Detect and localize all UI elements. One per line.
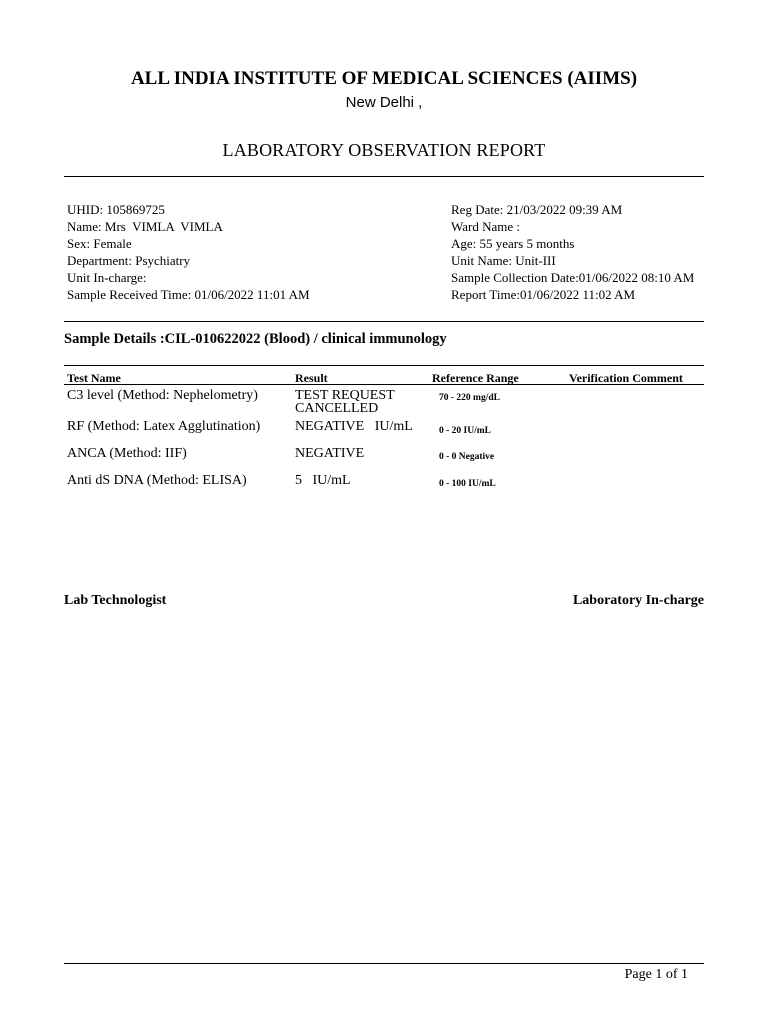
institute-location: New Delhi , — [345, 94, 423, 111]
report-time: Report Time:01/06/2022 11:02 AM — [451, 287, 636, 302]
age: Age: 55 years 5 months — [451, 236, 575, 251]
result-cell: NEGATIVE IU/mL — [295, 419, 413, 434]
sample-details: Sample Details :CIL-010622022 (Blood) / clinical immunology — [64, 331, 447, 347]
unit-in-charge: Unit In-charge: — [67, 270, 147, 285]
result-cell: 5 IU/mL — [295, 473, 351, 488]
sample-received-time: Sample Received Time: 01/06/2022 11:01 AM — [67, 287, 310, 302]
ward-name: Ward Name : — [451, 219, 520, 234]
sample-collection-date: Sample Collection Date:01/06/2022 08:10 AM — [451, 270, 695, 285]
institute-title: ALL INDIA INSTITUTE OF MEDICAL SCIENCES (AIIMS) — [130, 68, 638, 89]
reference-range-cell: 0 - 20 IU/mL — [439, 426, 491, 436]
uhid: UHID: 105869725 — [67, 202, 165, 217]
column-header-result: Result — [295, 371, 328, 385]
result-cell-continued: CANCELLED — [295, 401, 379, 416]
laboratory-in-charge-signature: Laboratory In-charge — [572, 593, 704, 608]
sex: Sex: Female — [67, 236, 132, 251]
reference-range-cell: 0 - 0 Negative — [439, 452, 495, 462]
test-name-cell: ANCA (Method: IIF) — [67, 446, 187, 461]
reference-range-cell: 70 - 220 mg/dL — [439, 393, 500, 403]
table-top-rule — [64, 365, 704, 366]
result-cell: TEST REQUEST — [295, 388, 395, 403]
test-name-cell: RF (Method: Latex Agglutination) — [67, 419, 261, 434]
patient-name: Name: Mrs VIMLA VIMLA — [67, 219, 223, 234]
patient-info-left — [67, 201, 310, 303]
reg-date: Reg Date: 21/03/2022 09:39 AM — [451, 202, 623, 217]
report-title: LABORATORY OBSERVATION REPORT — [222, 140, 546, 160]
table-header-rule — [64, 384, 704, 385]
divider — [64, 321, 704, 322]
column-header-test-name: Test Name — [67, 371, 121, 385]
patient-info-right — [451, 201, 694, 303]
test-name-cell: Anti dS DNA (Method: ELISA) — [67, 473, 247, 488]
lab-technologist-signature: Lab Technologist — [64, 593, 167, 608]
unit-name: Unit Name: Unit-III — [451, 253, 556, 268]
result-cell: NEGATIVE — [295, 446, 365, 461]
department: Department: Psychiatry — [67, 253, 191, 268]
page-number: Page 1 of 1 — [624, 967, 688, 982]
reference-range-cell: 0 - 100 IU/mL — [439, 479, 496, 489]
divider — [64, 176, 704, 177]
column-header-verification-comment: Verification Comment — [569, 371, 683, 385]
test-name-cell: C3 level (Method: Nephelometry) — [67, 388, 258, 403]
footer-rule — [64, 963, 704, 964]
column-header-reference-range: Reference Range — [432, 371, 519, 385]
